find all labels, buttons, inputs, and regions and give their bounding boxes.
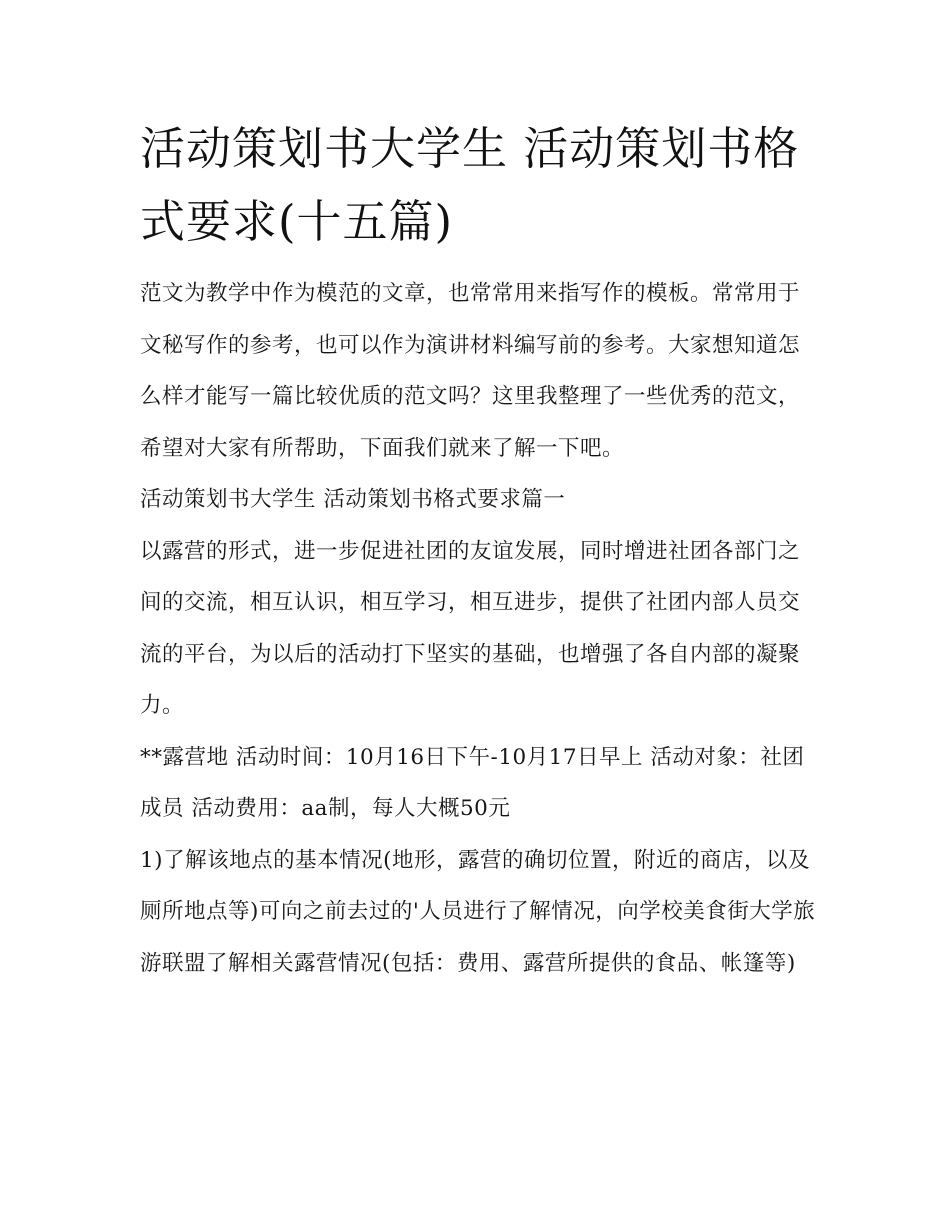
section-heading: 活动策划书大学生 活动策划书格式要求篇一 [140,487,566,512]
document-body [140,112,818,989]
purpose-paragraph: 以露营的形式，进一步促进社团的友谊发展，同时增进社团各部门之间的交流，相互认识，相互学习，相互进步，提供了社团内部人员交流的平台，为以后的活动打下坚实的基础，也增强了各自内部的凝聚力。 [140,538,801,718]
intro-paragraph: 范文为教学中作为模范的文章，也常常用来指写作的模板。常常用于文秘写作的参考，也可以作为演讲材料编写前的参考。大家想知道怎么样才能写一篇比较优质的范文吗？这里我整理了一些优秀的范文，希望对大家有所帮助，下面我们就来了解一下吧。 [140,281,801,461]
document-title: 活动策划书大学生 活动策划书格式要求(十五篇) [140,122,800,248]
preparation-paragraph: 1)了解该地点的基本情况(地形，露营的确切位置，附近的商店，以及厕所地点等)可向之前去过的'人员进行了解情况，向学校美食街大学旅游联盟了解相关露营情况(包括：费用、露营所提供的食品、帐篷等) [140,847,816,976]
activity-details-paragraph: **露营地 活动时间：10月16日下午-10月17日早上 活动对象：社团成员 活动费用：aa制，每人大概50元 [140,744,805,821]
